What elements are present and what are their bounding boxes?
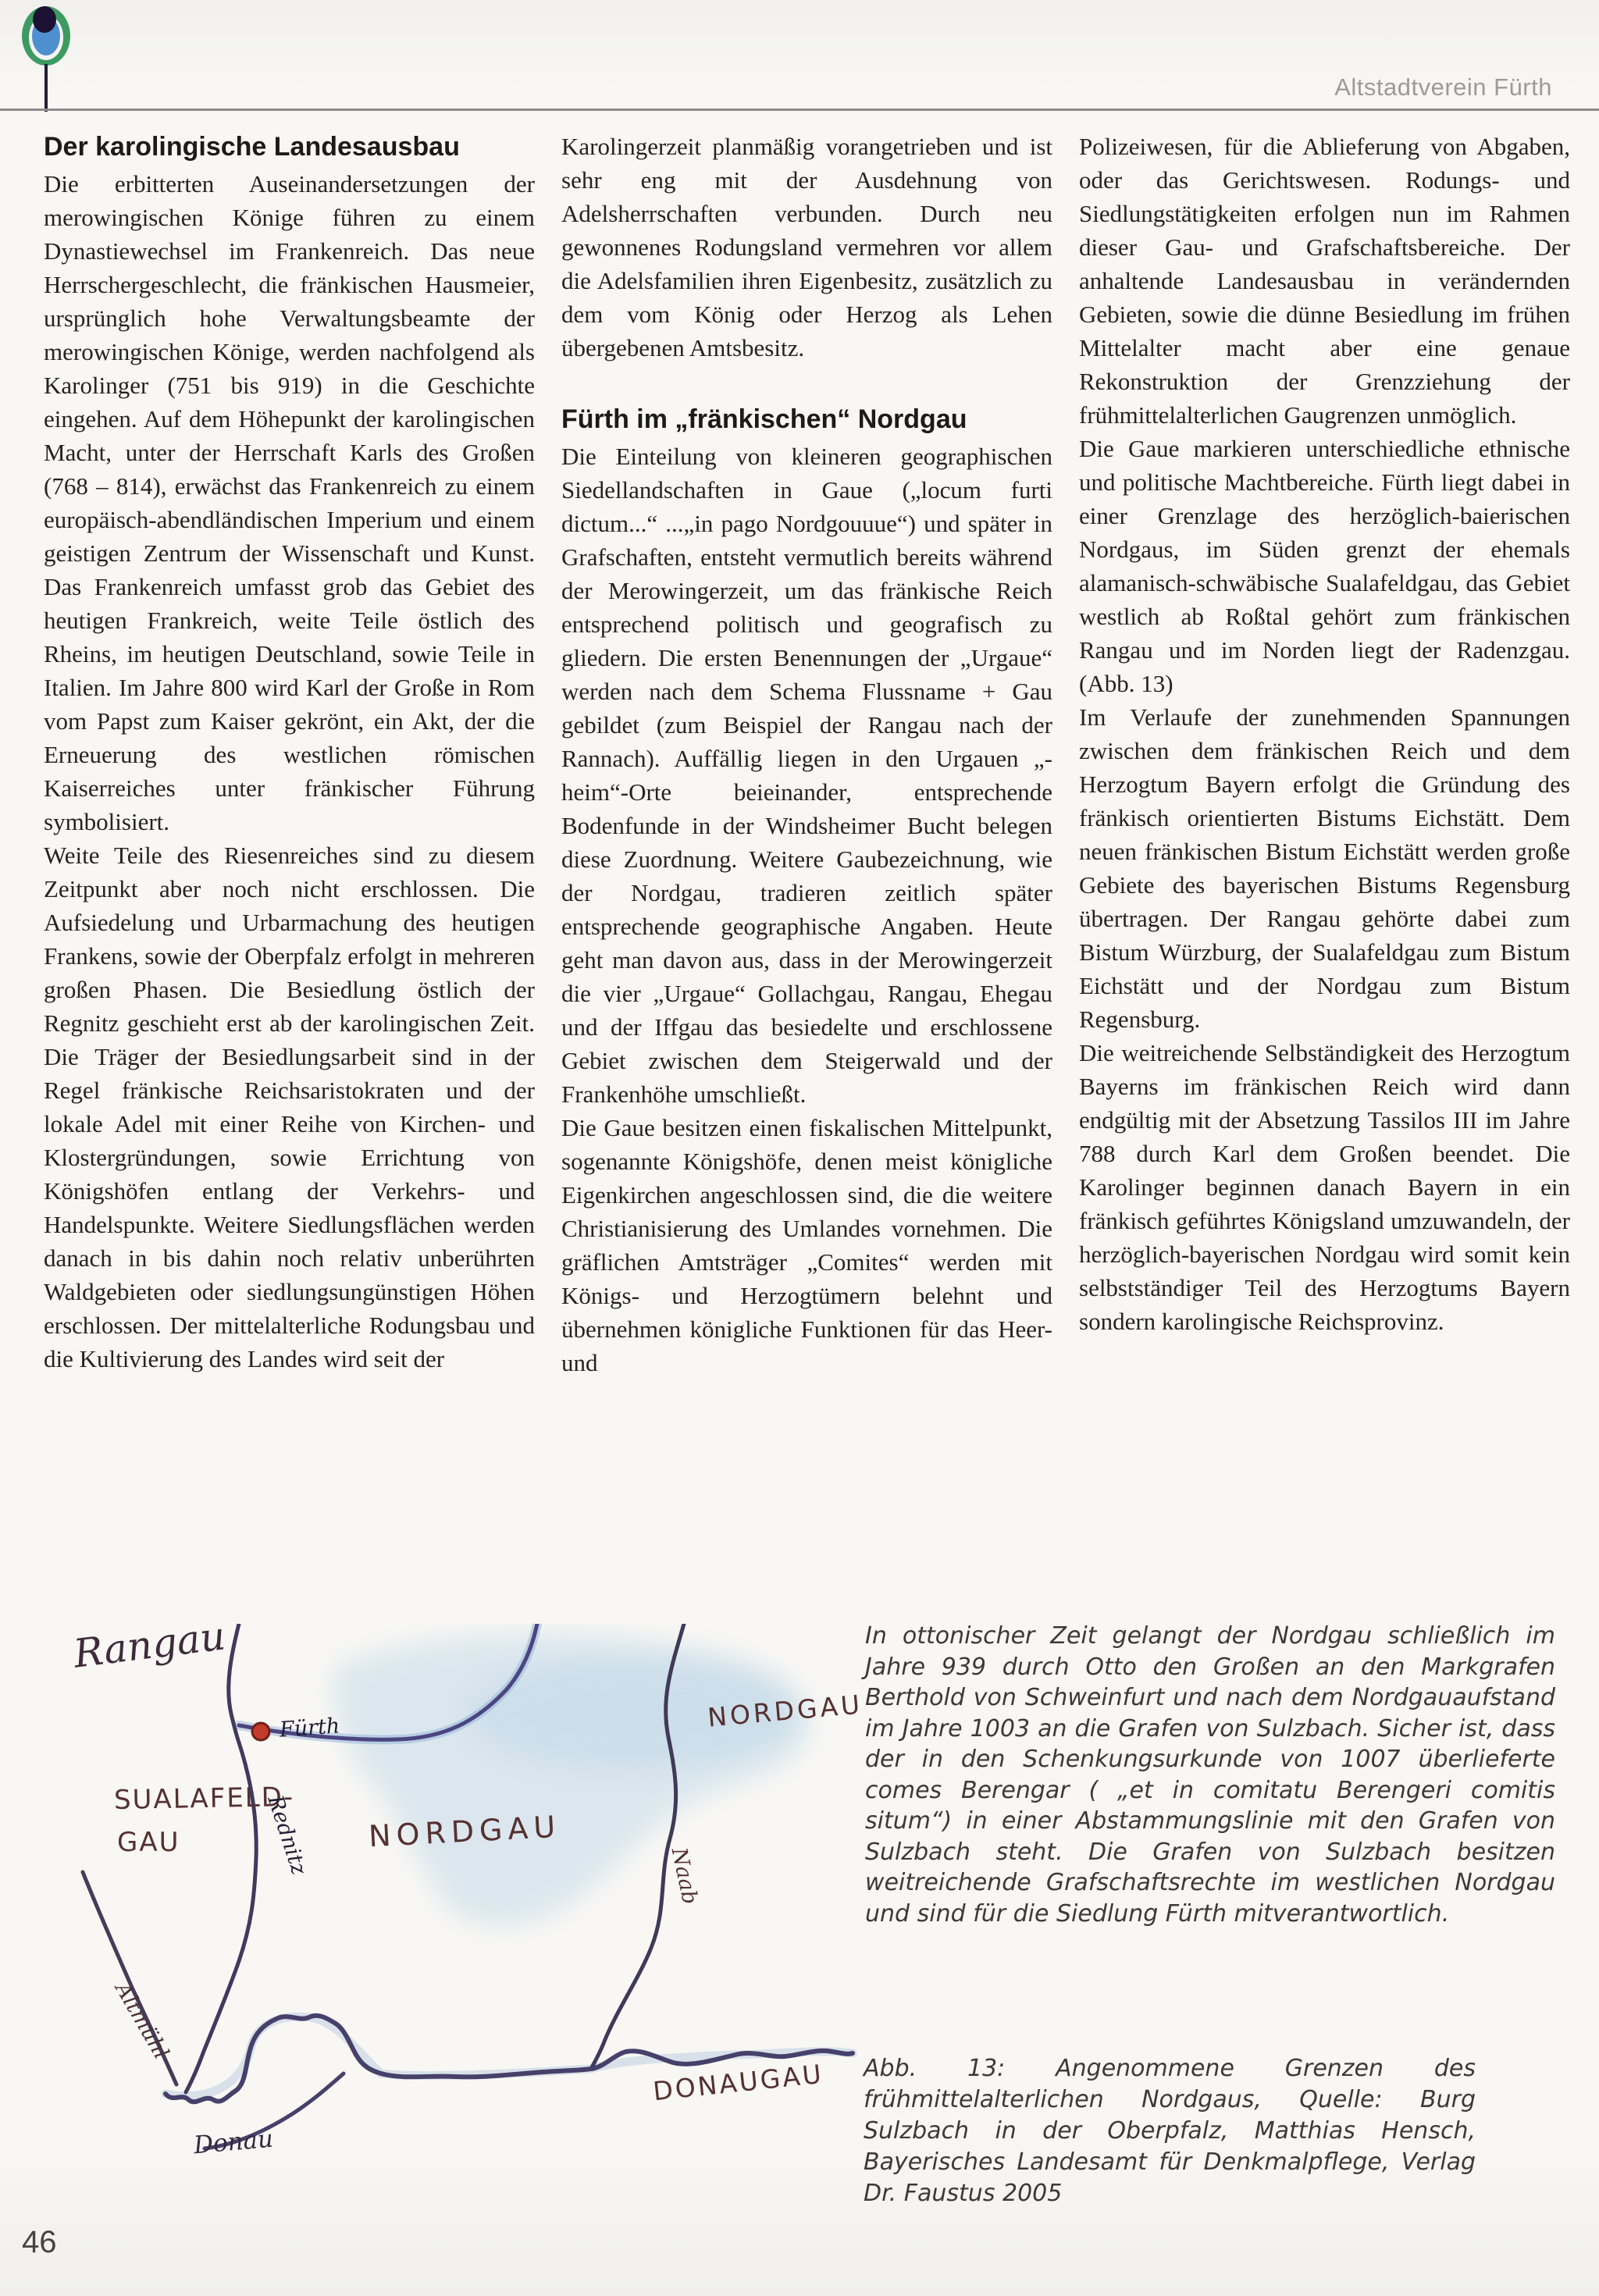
paragraph: Die Einteilung von kleineren geographischen Siedellandschaften in Gaue („locum furti dictum...“ ...„in pago Nordgouuue“) und später in Grafschaften, entsteht vermutlich bereits während der Merowingerzeit, um das fränkische Reich entsprechend politisch und geografisch zu gliedern. Die ersten Benennungen der „Urgaue“ werden nach dem Schema Flussname + Gau gebildet (zum Beispiel der Rangau nach der Rannach). Auffällig liegen in den Urgauen „-heim“-Orte beieinander, entsprechende Bodenfunde in der Windsheimer Bucht belegen diese Zuordnung. Weitere Gaubezeichnung, wie der Nordgau, tradieren zeitlich später entsprechende geographische Angaben. Heute geht man davon aus, dass in der Merowingerzeit die vier „Urgaue“ Gollachgau, Rangau, Ehegau und der Iffgau das besiedelte und erschlossene Gebiet zwischen dem Steigerwald und der Frankenhöhe umschließt.: [561, 443, 1052, 1108]
map-label-fuerth: Fürth: [279, 1714, 341, 1742]
article-heading: Der karolingische Landesausbau: [44, 132, 460, 162]
page-header-title: Altstadtverein Fürth: [1334, 73, 1552, 101]
paragraph: Die Gaue besitzen einen fiskalischen Mittelpunkt, sogenannte Königshöfe, denen meist königliche Eigenkirchen angeschlossen sind, die die weitere Christianisierung des Umlandes vornehmen. Die gräflichen Amtsträger „Comites“ werden mit Königs- und Herzogtümern belehnt und übernehmen königliche Funktionen für das Heer- und: [561, 1114, 1052, 1376]
paragraph: Polizeiwesen, für die Ablieferung von Abgaben, oder das Gerichtswesen. Rodungs- und Siedlungstätigkeiten erfolgen nun im Rahmen dieser Gau- und Grafschaftsbereiche. Der anhaltende Landesausbau in verändernden Gebieten, sowie die dünne Besiedlung im frühen Mittelalter macht aber eine genaue Rekonstruktion der Grenzziehung der frühmittelalterlichen Gaugrenzen unmöglich.: [1079, 133, 1570, 429]
rednitz-river: [186, 1624, 256, 2092]
paragraph: Die weitreichende Selbständigkeit des Herzogtum Bayerns im fränkischen Reich wird dann endgültig mit der Absetzung Tassilos III im Jahre 788 durch Karl dem Großen beendet. Die Karolinger beginnen danach Bayern in ein fränkisch geführtes Königsland umzuwandeln, der herzöglich-bayerischen Nordgau wird somit kein selbstständiger Teil des Herzogtums Bayern sondern karolingische Reichsprovinz.: [1079, 1039, 1570, 1335]
paragraph: Im Verlaufe der zunehmenden Spannungen zwischen dem fränkischen Reich und dem Herzogtum Bayern erfolgt die Gründung des fränkisch orientierten Bistums Eichstätt. Dem neuen fränkischen Bistum Eichstätt werden große Gebiete des bayerischen Bistums Regensburg übertragen. Der Rangau gehörte dabei zum Bistum Würzburg, der Sualafeldgau zum Bistum Eichstätt und der Nordgau zum Bistum Regensburg.: [1079, 703, 1570, 1033]
map-label-sualafeldgau-line2: GAU: [117, 1827, 180, 1858]
map-label-donau: Donau: [192, 2124, 275, 2160]
map-label-altmuehl: Altmühl: [110, 1978, 173, 2064]
fuerth-marker: [252, 1723, 269, 1740]
map-label-nordgau-center: NORDGAU: [368, 1809, 562, 1854]
map-label-sualafeldgau-line1: SUALAFELD-: [113, 1781, 295, 1817]
figure-caption: Abb. 13: Angenommene Grenzen des frühmittelalterlichen Nordgaus, Quelle: Burg Sulzbach in der Oberpfalz, Matthias Hensch, Bayerisches Landesamt für Denkmalpflege, Verlag Dr. Faustus 2005: [864, 2055, 1476, 2207]
header-divider: [0, 109, 1599, 111]
altstadtverein-logo-icon: [17, 3, 75, 112]
margin-note: In ottonischer Zeit gelangt der Nordgau schließlich im Jahre 939 durch Otto den Großen an den Markgrafen Berthold von Schweinfurt und nach dem Nordgauaufstand im Jahre 1003 an die Grafen von Sulzbach. Sicher ist, dass der in den Schenkungsurkunde von 1007 überlieferte comes Berengar ( „et in comitatu Berengeri comitis situm“) in einer Abstammungslinie mit den Grafen von Sulzbach steht. Die Grafen von Sulzbach besitzen weitreichende Grafschaftsrechte im westlichen Nordgau und sind für die Siedlung Fürth mitverantwortlich.: [865, 1622, 1555, 1928]
section-heading: Fürth im „fränkischen“ Nordgau: [561, 404, 967, 434]
map-label-donaugau: DONAUGAU: [651, 2058, 825, 2107]
map-label-nordgau-top: NORDGAU: [706, 1689, 864, 1733]
paragraph: Weite Teile des Riesenreiches sind zu diesem Zeitpunkt aber noch nicht erschlossen. Die Aufsiedelung und Urbarmachung des heutigen Frankens, sowie der Oberpfalz erfolgt in mehreren großen Phasen. Die Besiedlung östlich der Regnitz geschieht erst ab der karolingischen Zeit. Die Träger der Besiedlungsarbeit sind in der Regel fränkische Reichsaristokraten und der lokale Adel mit einer Reihe von Kirchen- und Klostergründungen, sowie Errichtung von Königshöfen entlang der Verkehrs- und Handelspunkte. Weitere Siedlungsflächen werden danach in bis dahin noch relativ unberührten Waldgebieten oder siedlungsungünstigen Höhen erschlossen. Der mittelalterliche Rodungsbau und die Kultivierung des Landes wird seit der: [44, 842, 535, 1372]
map-label-rangau: Rangau: [71, 1613, 228, 1677]
paragraph: Die Gaue markieren unterschiedliche ethnische und politische Machtbereiche. Fürth liegt dabei in einer Grenzlage des herzöglich-baierischen Nordgaus, im Süden grenzt der ehemals alamanisch-schwäbische Sualafeldgau, das Gebiet westlich ab Roßtal gehört zum fränkischen Rangau und im Norden liegt der Radenzgau. (Abb. 13): [1079, 435, 1570, 697]
map-label-rednitz: Rednitz: [262, 1792, 312, 1878]
page-number: 46: [22, 2225, 57, 2259]
column-1: [44, 130, 535, 1379]
map-label-naab: Naab: [666, 1846, 703, 1906]
column-2: [561, 130, 1052, 1379]
article-columns: [44, 130, 1570, 1379]
paragraph: Die erbitterten Auseinandersetzungen der merowingischen Könige führen zu einem Dynastiewechsel im Frankenreich. Das neue Herrschergeschlecht, die fränkischen Hausmeier, ursprünglich hohe Verwaltungsbeamte der merowingischen Könige, werden nachfolgend als Karolinger (751 bis 919) in die Geschichte eingehen. Auf dem Höhepunkt der karolingischen Macht, unter der Herrschaft Karls des Großen (768 – 814), erwächst das Frankenreich zu einem europäisch-abendländischen Imperium und einem geistigen Zentrum der Wissenschaft und Kunst. Das Frankenreich umfasst grob das Gebiet des heutigen Frankreich, weite Teile östlich des Rheins, im heutigen Deutschland, sowie Teile in Italien. Im Jahre 800 wird Karl der Große in Rom vom Papst zum Kaiser gekrönt, ein Akt, der die Erneuerung des westlichen römischen Kaiserreiches unter fränkischer Führung symbolisiert.: [44, 170, 535, 835]
column-3: [1079, 130, 1570, 1379]
paragraph: Karolingerzeit planmäßig vorangetrieben und ist sehr eng mit der Ausdehnung von Adelsherrschaften verbunden. Durch neu gewonnenes Rodungsland vermehren vor allem die Adelsfamilien ihren Eigenbesitz, zusätzlich zu dem vom König oder Herzog als Lehen übergebenen Amtsbesitz.: [561, 133, 1052, 361]
